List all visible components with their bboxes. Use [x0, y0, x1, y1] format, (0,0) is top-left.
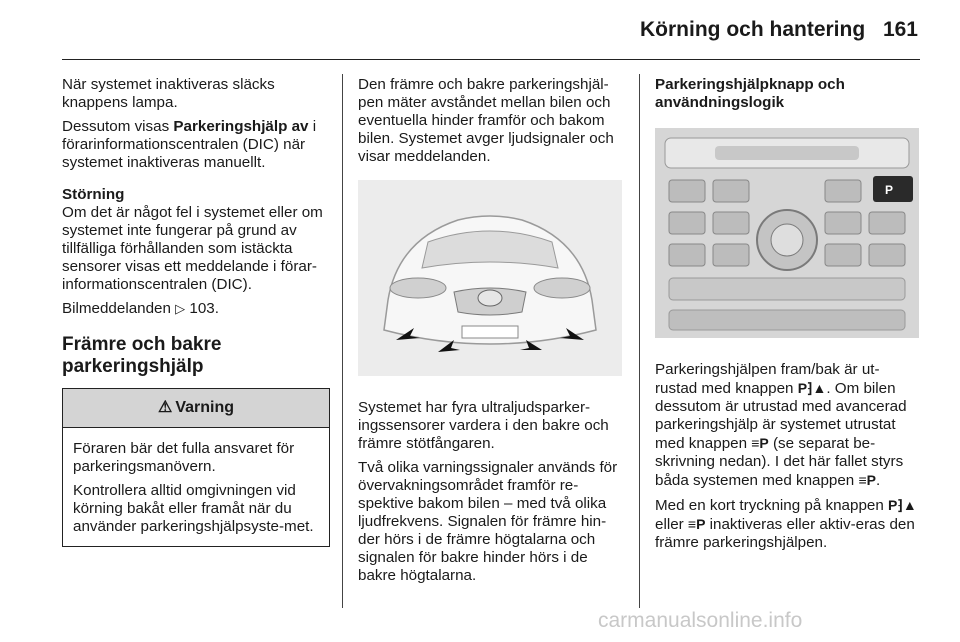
advanced-park-assist-icon: ≡P [858, 472, 876, 488]
column-divider-1 [342, 74, 343, 608]
advanced-park-assist-icon: ≡P [751, 435, 769, 451]
section-heading: Parkeringshjälpknapp och användningslogik [655, 76, 845, 111]
section-title: Främre och bakre parkeringshjälp [62, 334, 222, 377]
warning-body [63, 428, 329, 546]
warning-box [62, 388, 330, 547]
arrow-ref-icon: ▷ [175, 301, 186, 316]
paragraph: Systemet har fyra ultraljudsparker-ingssensorer vardera i den bakre och främre stötfångaren. [358, 399, 609, 452]
park-assist-button-icon: P [885, 183, 894, 197]
subheading-fault: Störning [62, 186, 125, 203]
park-assist-button-icon: P⁆▲ [888, 497, 917, 513]
header-rule [62, 59, 920, 60]
warning-triangle-icon: ⚠ [157, 399, 173, 416]
warning-header [63, 389, 329, 428]
park-assist-button-icon: P⁆▲ [797, 380, 827, 396]
advanced-park-assist-icon: ≡P [687, 516, 706, 532]
paragraph: Dessutom visas Parkeringshjälp av i förarinformationscentralen (DIC) när systemet inaktiveras manuellt. [62, 118, 317, 171]
column-3 [655, 76, 920, 558]
warning-paragraph: Föraren bär det fulla ansvaret för parkeringsmanövern. [73, 440, 295, 475]
column-divider-2 [639, 74, 640, 608]
car-front-sensors-illustration [358, 180, 622, 376]
paragraph: Om det är något fel i systemet eller om systemet inte fungerar på grund av tillfälliga förhållanden som istäckta sensorer visas ett meddelande i förar-informationscentralen (DIC). [62, 204, 323, 293]
page-header-title: Körning och hantering [640, 18, 866, 41]
column-1 [62, 76, 330, 547]
column-2 [358, 76, 624, 591]
bold-message: Parkeringshjälp av [173, 118, 309, 135]
paragraph: Parkeringshjälpen fram/bak är ut-rustad med knappen P⁆▲. Om bilen dessutom är utrustad med avancerad parkeringshjälp är systemet utrustat med knappen ≡P (se separat be-skrivning nedan). I det här fallet styrs båda systemen med knappen ≡P. [655, 361, 907, 489]
center-console-panel-illustration [655, 128, 919, 338]
watermark: carmanualsonline.info [598, 609, 803, 632]
paragraph: Den främre och bakre parkeringshjäl-pen mäter avståndet mellan bilen och eventuella hinder framför och bakom bilen. Systemet avger ljudsignaler och visar meddelanden. [358, 76, 614, 165]
paragraph: När systemet inaktiveras släcks knappens lampa. [62, 76, 275, 111]
warning-paragraph: Kontrollera alltid omgivningen vid körning bakåt eller framåt när du använder parkeringshjälpsyste-met. [73, 482, 314, 535]
paragraph: Två olika varningssignaler används för övervakningsområdet framför re-spektive bakom bilen – med två olika ljudfrekvens. Signalen för främre hin-der hörs i de främre högtalarna och signalen för bakre hinder hörs i de bakre högtalarna. [358, 459, 618, 584]
warning-title: Varning [175, 399, 235, 416]
page-number: 161 [882, 18, 918, 41]
paragraph-cross-ref: Bilmeddelanden ▷ 103. [62, 300, 219, 317]
paragraph: Med en kort tryckning på knappen P⁆▲ eller ≡P inaktiveras eller aktiv-eras den främre parkeringshjälpen. [655, 497, 917, 551]
